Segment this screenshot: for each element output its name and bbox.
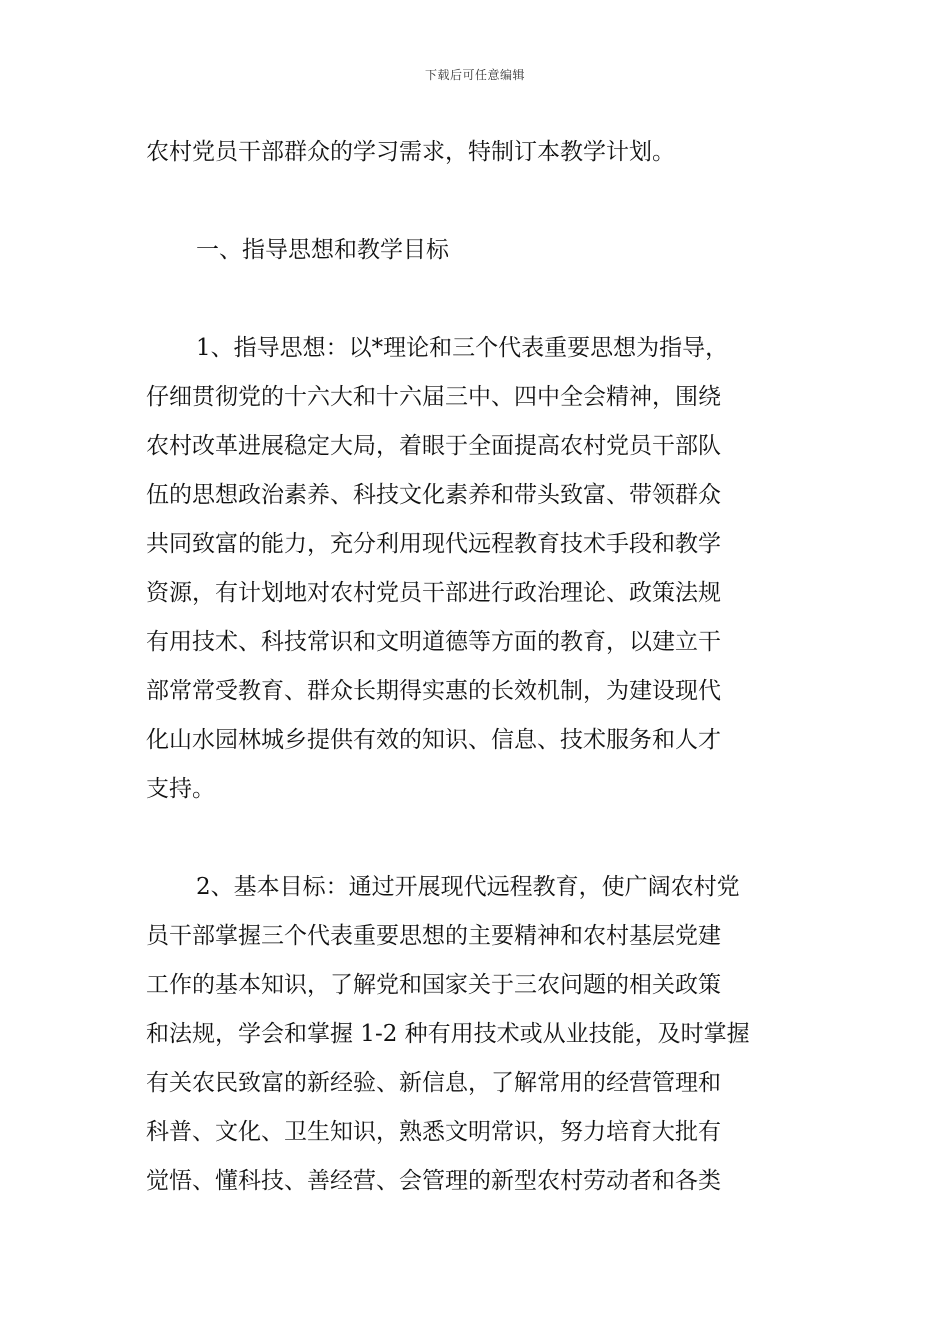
intro-line: 农村党员干部群众的学习需求，特制订本教学计划。 (146, 139, 675, 165)
paragraph-line: 伍的思想政治素养、科技文化素养和带头致富、带领群众 (146, 482, 721, 508)
paragraph-line: 支持。 (146, 776, 215, 802)
paragraph-basic-goals (146, 863, 806, 1206)
paragraph-line: 有关农民致富的新经验、新信息，了解常用的经营管理和 (146, 1070, 721, 1096)
paragraph-line: 资源，有计划地对农村党员干部进行政治理论、政策法规 (146, 580, 721, 606)
paragraph-line: 工作的基本知识，了解党和国家关于三农问题的相关政策 (146, 972, 721, 998)
paragraph-line: 化山水园林城乡提供有效的知识、信息、技术服务和人才 (146, 727, 721, 753)
paragraph-guiding-ideology (146, 324, 806, 814)
page-header-note: 下载后可任意编辑 (424, 68, 525, 82)
paragraph-line: 科普、文化、卫生知识，熟悉文明常识，努力培育大批有 (146, 1119, 721, 1145)
paragraph-line: 农村改革进展稳定大局，着眼于全面提高农村党员干部队 (146, 433, 721, 459)
paragraph-line: 有用技术、科技常识和文明道德等方面的教育，以建立干 (146, 629, 721, 655)
paragraph-line: 员干部掌握三个代表重要思想的主要精神和农村基层党建 (146, 923, 721, 949)
paragraph-line: 和法规，学会和掌握 1-2 种有用技术或从业技能，及时掌握 (146, 1021, 750, 1047)
paragraph-gap (146, 275, 806, 324)
section-heading: 一、指导思想和教学目标 (196, 237, 449, 263)
paragraph-line: 共同致富的能力，充分利用现代远程教育技术手段和教学 (146, 531, 721, 557)
paragraph-line: 觉悟、懂科技、善经营、会管理的新型农村劳动者和各类 (146, 1168, 721, 1194)
paragraph-gap (146, 814, 806, 863)
paragraph-line: 部常常受教育、群众长期得实惠的长效机制，为建设现代 (146, 678, 721, 704)
paragraph-line: 仔细贯彻党的十六大和十六届三中、四中全会精神，围绕 (146, 384, 721, 410)
paragraph-line: 1、指导思想：以*理论和三个代表重要思想为指导， (196, 335, 729, 361)
document-body (146, 128, 806, 1206)
paragraph-line: 2、基本目标：通过开展现代远程教育，使广阔农村党 (196, 874, 740, 900)
paragraph-gap (146, 177, 806, 226)
